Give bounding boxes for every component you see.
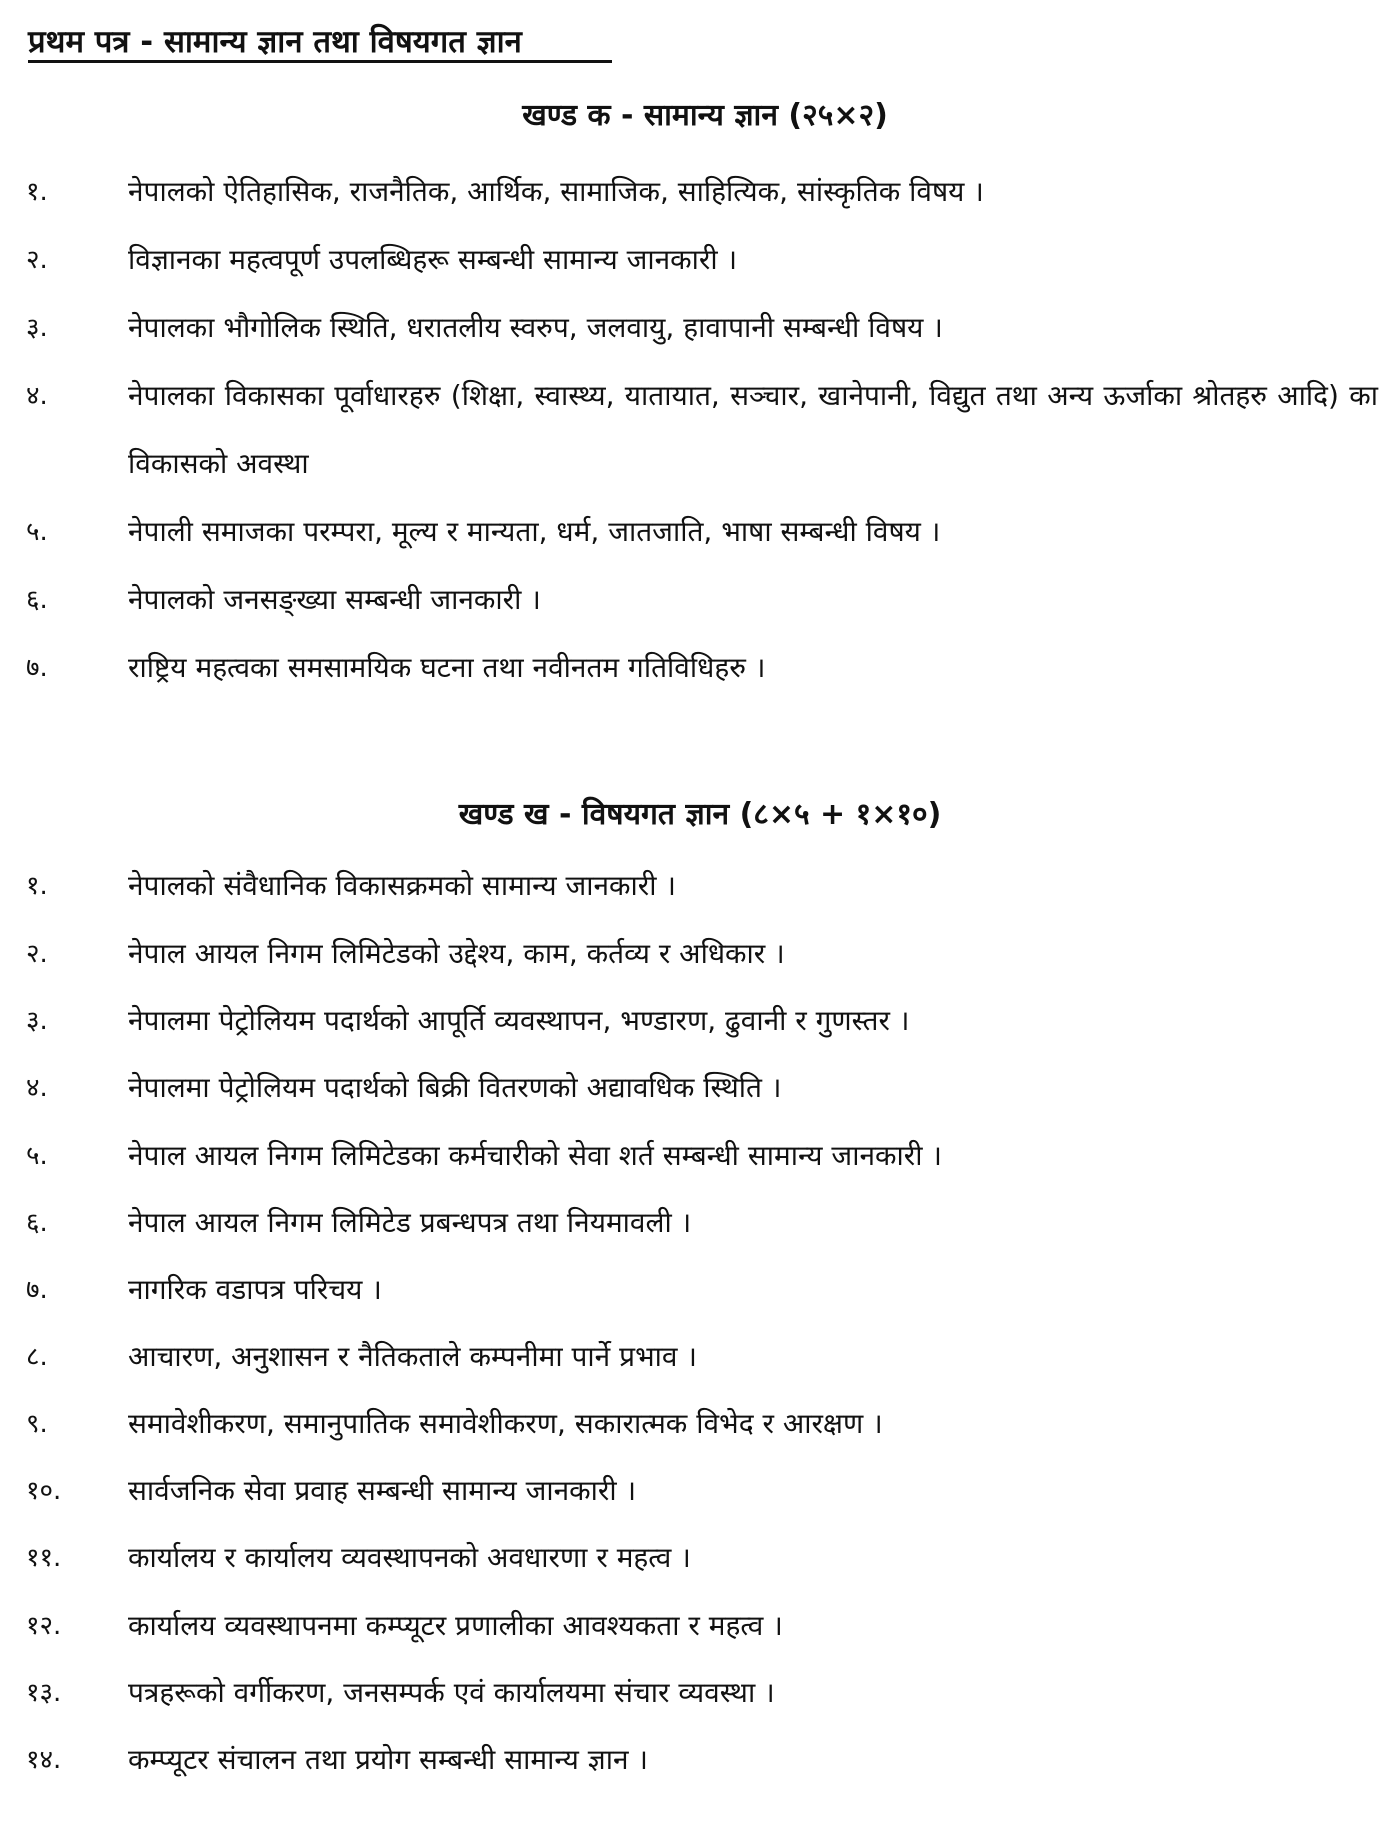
list-item <box>0 578 1396 622</box>
list-item <box>0 1536 1396 1580</box>
item-number: १. <box>26 871 48 901</box>
list-item <box>0 864 1396 908</box>
item-number: ४. <box>26 381 48 411</box>
item-text: राष्ट्रिय महत्वका समसामयिक घटना तथा नवीनतम गतिविधिहरु । <box>128 651 766 684</box>
list-item <box>0 1066 1396 1110</box>
item-number: ५. <box>26 517 48 547</box>
item-text: कम्प्यूटर संचालन तथा प्रयोग सम्बन्धी सामान्य ज्ञान । <box>128 1743 649 1776</box>
item-text: नेपालमा पेट्रोलियम पदार्थको बिक्री वितरणको अद्यावधिक स्थिति । <box>128 1071 782 1104</box>
item-text: विज्ञानका महत्वपूर्ण उपलब्धिहरू सम्बन्धी सामान्य जानकारी । <box>128 243 738 276</box>
item-text: नेपालमा पेट्रोलियम पदार्थको आपूर्ति व्यवस्थापन, भण्डारण, ढुवानी र गुणस्तर । <box>128 1004 910 1037</box>
item-number: १४. <box>26 1745 62 1775</box>
title-underline <box>28 60 612 63</box>
item-text: कार्यालय व्यवस्थापनमा कम्प्यूटर प्रणालीका आवश्यकता र महत्व । <box>128 1609 783 1642</box>
item-number: ९. <box>26 1409 48 1439</box>
item-number: ८. <box>26 1342 48 1372</box>
item-text: पत्रहरूको वर्गीकरण, जनसम्पर्क एवं कार्यालयमा संचार व्यवस्था । <box>128 1676 775 1709</box>
list-item <box>0 306 1396 350</box>
item-text: नेपालको जनसङ्ख्या सम्बन्धी जानकारी । <box>128 583 541 616</box>
page-title: प्रथम पत्र - सामान्य ज्ञान तथा विषयगत ज्ञान <box>28 24 522 60</box>
item-text: आचारण, अनुशासन र नैतिकताले कम्पनीमा पार्ने प्रभाव । <box>128 1340 698 1373</box>
item-number: १. <box>26 177 48 207</box>
list-item <box>0 646 1396 690</box>
list-item <box>0 999 1396 1043</box>
list-item <box>0 1335 1396 1379</box>
list-item <box>0 510 1396 554</box>
item-text: नेपालका भौगोलिक स्थिति, धरातलीय स्वरुप, जलवायु, हावापानी सम्बन्धी विषय । <box>128 311 943 344</box>
item-number: ४. <box>26 1073 48 1103</box>
item-number: ५. <box>26 1141 48 1171</box>
item-number: ११. <box>26 1543 62 1573</box>
item-text: नागरिक वडापत्र परिचय । <box>128 1273 382 1306</box>
item-text: कार्यालय र कार्यालय व्यवस्थापनको अवधारणा र महत्व । <box>128 1541 691 1574</box>
item-text: सार्वजनिक सेवा प्रवाह सम्बन्धी सामान्य जानकारी । <box>128 1474 637 1507</box>
item-number: १३. <box>26 1678 62 1708</box>
list-item <box>0 238 1396 282</box>
list-item <box>0 374 1396 484</box>
item-number: १०. <box>26 1476 62 1506</box>
item-text: नेपाल आयल निगम लिमिटेडका कर्मचारीको सेवा शर्त सम्बन्धी सामान्य जानकारी । <box>128 1139 942 1172</box>
item-number: ७. <box>26 653 48 683</box>
list-item <box>0 1134 1396 1178</box>
item-number: ६. <box>26 585 48 615</box>
list-item <box>0 1469 1396 1513</box>
item-text: नेपाल आयल निगम लिमिटेड प्रबन्धपत्र तथा नियमावली । <box>128 1206 692 1239</box>
item-text: नेपालका विकासका पूर्वाधारहरु (शिक्षा, स्वास्थ्य, यातायात, सञ्चार, खानेपानी, विद्युत तथा अन्य ऊर्जाका श्रोतहरु आदि) का विकासको अवस्था <box>128 379 1378 480</box>
item-text: समावेशीकरण, समानुपातिक समावेशीकरण, सकारात्मक विभेद र आरक्षण । <box>128 1407 883 1440</box>
list-item <box>0 1402 1396 1446</box>
item-text: नेपालको ऐतिहासिक, राजनैतिक, आर्थिक, सामाजिक, साहित्यिक, सांस्कृतिक विषय । <box>128 175 984 208</box>
item-number: ७. <box>26 1275 48 1305</box>
item-number: १२. <box>26 1611 62 1641</box>
item-number: ३. <box>26 1006 48 1036</box>
section-b-heading: खण्ड ख - विषयगत ज्ञान (८×५ + १×१०) <box>458 797 942 832</box>
list-item <box>0 1671 1396 1715</box>
item-number: २. <box>26 939 48 969</box>
item-text: नेपाल आयल निगम लिमिटेडको उद्देश्य, काम, कर्तव्य र अधिकार । <box>128 937 785 970</box>
item-number: ३. <box>26 313 48 343</box>
item-number: ६. <box>26 1208 48 1238</box>
list-item <box>0 170 1396 214</box>
item-text: नेपाली समाजका परम्परा, मूल्य र मान्यता, धर्म, जातजाति, भाषा सम्बन्धी विषय । <box>128 515 941 548</box>
list-item <box>0 1604 1396 1648</box>
item-number: २. <box>26 245 48 275</box>
list-item <box>0 1738 1396 1782</box>
list-item <box>0 1268 1396 1312</box>
section-a-heading: खण्ड क - सामान्य ज्ञान (२५×२) <box>522 98 888 133</box>
list-item <box>0 1201 1396 1245</box>
item-text: नेपालको संवैधानिक विकासक्रमको सामान्य जानकारी । <box>128 869 677 902</box>
list-item <box>0 932 1396 976</box>
